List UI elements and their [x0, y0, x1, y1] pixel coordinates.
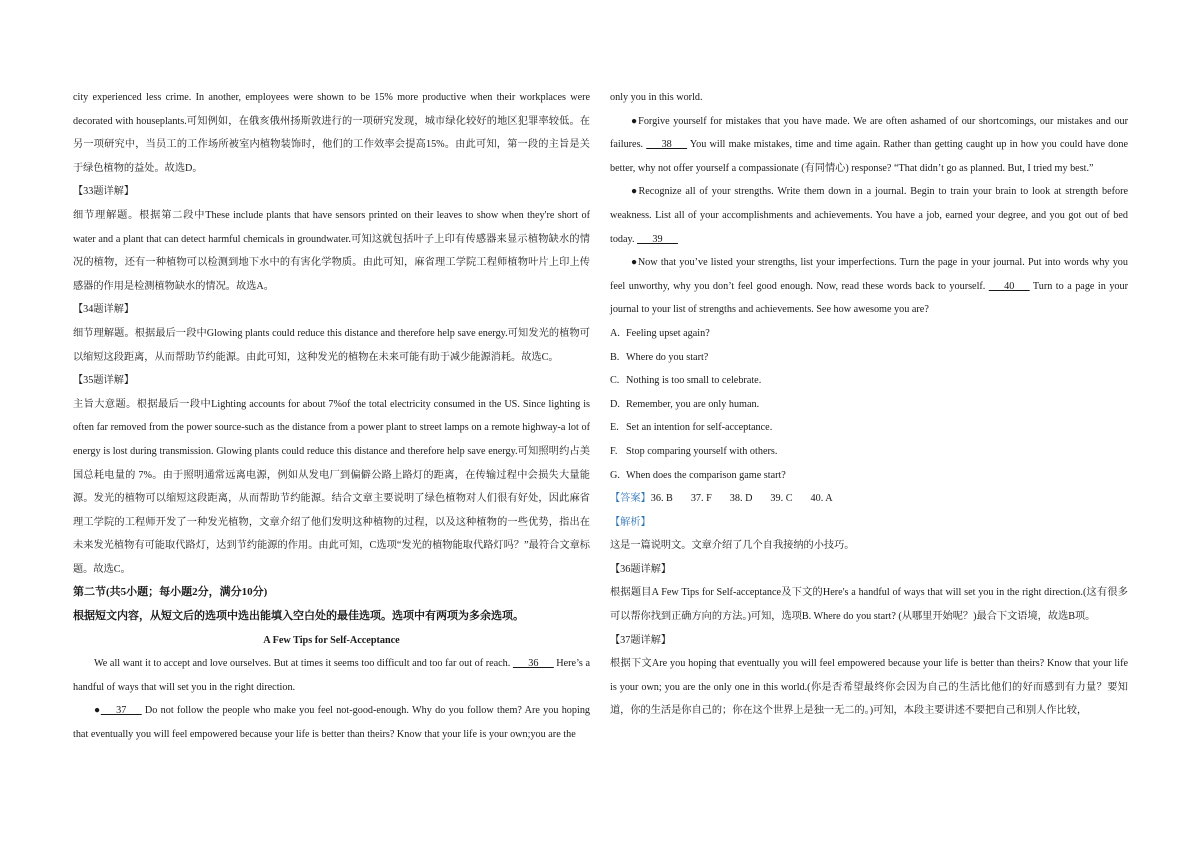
section-instruction: 根据短文内容，从短文后的选项中选出能填入空白处的最佳选项。选项中有两项为多余选项。	[73, 610, 524, 623]
blank-37: ___37___	[100, 705, 142, 717]
passage-bullet-38	[610, 110, 1128, 181]
option-letter: B.	[610, 351, 620, 363]
bullet-38-text-b: You will make mistakes, time and time again. Rather than getting caught up in how you could have done better, why not offer yourself a compassionate (有同情心) response? “That didn’t go as planned. But, I tried my best.”	[610, 139, 1128, 174]
option-c	[610, 369, 1128, 393]
answer-36: 36. B	[650, 493, 673, 505]
left-column	[73, 86, 590, 747]
answer-37: 37. F	[690, 493, 712, 505]
paragraph-q33: 细节理解题。根据第二段中These include plants that have sensors printed on their leaves to show when they're short of water and a plant that can detect harmful chemicals in groundwater.可知这就包括叶子上印有传感器来显示植物缺水的情况的植物，还有一种植物可以检测到地下水中的有害化学物质。由此可知，麻省理工学院工程师植物叶片上印上传感器的作用是检测植物缺水的情况。故选A。	[73, 209, 590, 292]
option-letter: F.	[610, 445, 618, 457]
answer-line	[610, 487, 1128, 511]
intro-text-b: Here’s a handful of ways that will set you in the right direction.	[73, 658, 591, 693]
answer-40: 40. A	[810, 493, 833, 505]
right-column	[610, 86, 1128, 723]
option-letter: G.	[610, 469, 620, 481]
bullet-40-text-a: ●Now that you’ve listed your strengths, list your imperfections. Turn the page in your journal. Put into words why you feel unworthy, why you don’t feel good enough. Now, read these words back to yourself.	[610, 257, 1128, 292]
passage-intro	[73, 652, 590, 699]
paragraph-q34: 细节理解题。根据最后一段中Glowing plants could reduce this distance and therefore help save energy.可知发光的植物可以缩短这段距离，从而帮助节约能源。由此可知，这种发光的植物在未来可能有助于减少能源消耗。故选C。	[73, 327, 590, 363]
passage-bullet-37	[73, 699, 590, 746]
heading-q33: 【33题详解】	[73, 186, 135, 198]
answer-label: 【答案】	[610, 493, 651, 505]
paragraph-32-conclusion: city experienced less crime. In another, employees were shown to be 15% more productive when their workplaces were decorated with houseplants.可知例如，在俄亥俄州扬斯敦进行的一项研究发现，城市绿化较好的地区犯罪率较低。在另一项研究中，当员工的工作场所被室内植物装饰时，他们的工作效率会提高15%。由此可知，第一段的主旨是关于绿色植物的益处。故选D。	[73, 92, 590, 174]
option-text: When does the comparison game start?	[626, 469, 786, 481]
answer-39: 39. C	[770, 493, 793, 505]
option-e	[610, 416, 1128, 440]
option-text: Nothing is too small to celebrate.	[626, 375, 762, 387]
passage-bullet-40	[610, 251, 1128, 322]
option-text: Where do you start?	[626, 351, 709, 363]
option-letter: A.	[610, 327, 620, 339]
blank-36: ___36___	[512, 658, 554, 670]
option-letter: D.	[610, 398, 620, 410]
blank-39: ___39___	[637, 233, 678, 245]
option-b	[610, 346, 1128, 370]
analysis-text: 这是一篇说明文。文章介绍了几个自我接纳的小技巧。	[610, 540, 855, 552]
bullet-39-text: ●Recognize all of your strengths. Write them down in a journal. Begin to train your brain to look at strength before weakness. List all of your accomplishments and achievements. You have a job, earned your degree, and you got out of bed today.	[610, 186, 1128, 245]
option-text: Feeling upset again?	[626, 327, 710, 339]
paragraph-q35: 主旨大意题。根据最后一段中Lighting accounts for about 7%of the total electricity consumed in the US. Since lighting is often far removed from the power source-such as the distance from a power plant to street lamps on a remote highway-a lot of energy is lost during transmission. Glowing plants could reduce this distance and therefore help save energy.可知照明约占美国总耗电量的 7%。由于照明通常远离电源，例如从发电厂到偏僻公路上路灯的距离，在传输过程中会损失大量能源。发光的植物可以缩短这段距离，从而帮助节约能源。结合文章主要说明了绿色植物对人们很有好处，因此麻省理工学院的工程师开发了一种发光植物，文章介绍了他们发明这种植物的过程，以及这种植物的一些优势，指出在未来发光植物有可能取代路灯，达到节约能源的作用。由此可知，C选项“发光的植物能取代路灯吗？”最符合文章标题。故选C。	[73, 398, 590, 575]
heading-q35: 【35题详解】	[73, 375, 135, 387]
bullet-37-text: Do not follow the people who make you feel not-good-enough. Why do you follow them? Are you hoping that eventually you will feel empowered because your life is better than theirs? Know that your life is your own;you are the	[73, 705, 591, 741]
paragraph-q36: 根据题目A Few Tips for Self-acceptance及下文的Here's a handful of ways that will set you in the right direction.(这有很多可以帮你找到正确方向的方法。)可知，选项B. Where do you start? (从哪里开始呢？)最合下文语境，故选B项。	[610, 587, 1128, 623]
option-letter: E.	[610, 422, 619, 434]
passage-title: A Few Tips for Self-Acceptance	[263, 634, 400, 646]
option-d	[610, 393, 1128, 417]
bullet-38-text-a: ●Forgive yourself for mistakes that you have made. We are often ashamed of our shortcomings, our mistakes and our failures.	[610, 115, 1128, 151]
option-letter: C.	[610, 375, 620, 387]
blank-38: ___38___	[646, 139, 688, 151]
heading-q34: 【34题详解】	[73, 304, 135, 316]
blank-40: ___40___	[988, 280, 1030, 292]
paragraph-q37: 根据下文Are you hoping that eventually you will feel empowered because your life is better than theirs? Know that your life is your own; you are the only one in this world.(你是否希望最终你会因为自己的生活比他们的好而感到有力量？要知道，你的生活是你自己的；你在这个世界上是独一无二的。)可知，本段主要讲述不要把自己和别人作比较，	[610, 658, 1128, 717]
passage-continuation: only you in this world.	[610, 92, 703, 103]
passage-bullet-39	[610, 180, 1128, 251]
option-f	[610, 440, 1128, 464]
option-text: Stop comparing yourself with others.	[626, 445, 778, 457]
section-heading: 第二节(共5小题；每小题2分，满分10分)	[73, 586, 268, 599]
heading-q37: 【37题详解】	[610, 634, 672, 646]
bullet-icon: ●	[94, 705, 101, 717]
option-text: Remember, you are only human.	[626, 398, 760, 410]
analysis-label: 【解析】	[610, 516, 651, 528]
answer-38: 38. D	[729, 493, 753, 505]
heading-q36: 【36题详解】	[610, 563, 672, 575]
option-g	[610, 464, 1128, 488]
option-text: Set an intention for self-acceptance.	[626, 422, 773, 434]
option-a	[610, 322, 1128, 346]
intro-text-a: We all want it to accept and love ourselves. But at times it seems too difficult and too far out of reach.	[94, 658, 513, 670]
bullet-40-text-b: Turn to a page in your journal to your list of strengths and achievements. See how awesome you are?	[610, 280, 1128, 316]
